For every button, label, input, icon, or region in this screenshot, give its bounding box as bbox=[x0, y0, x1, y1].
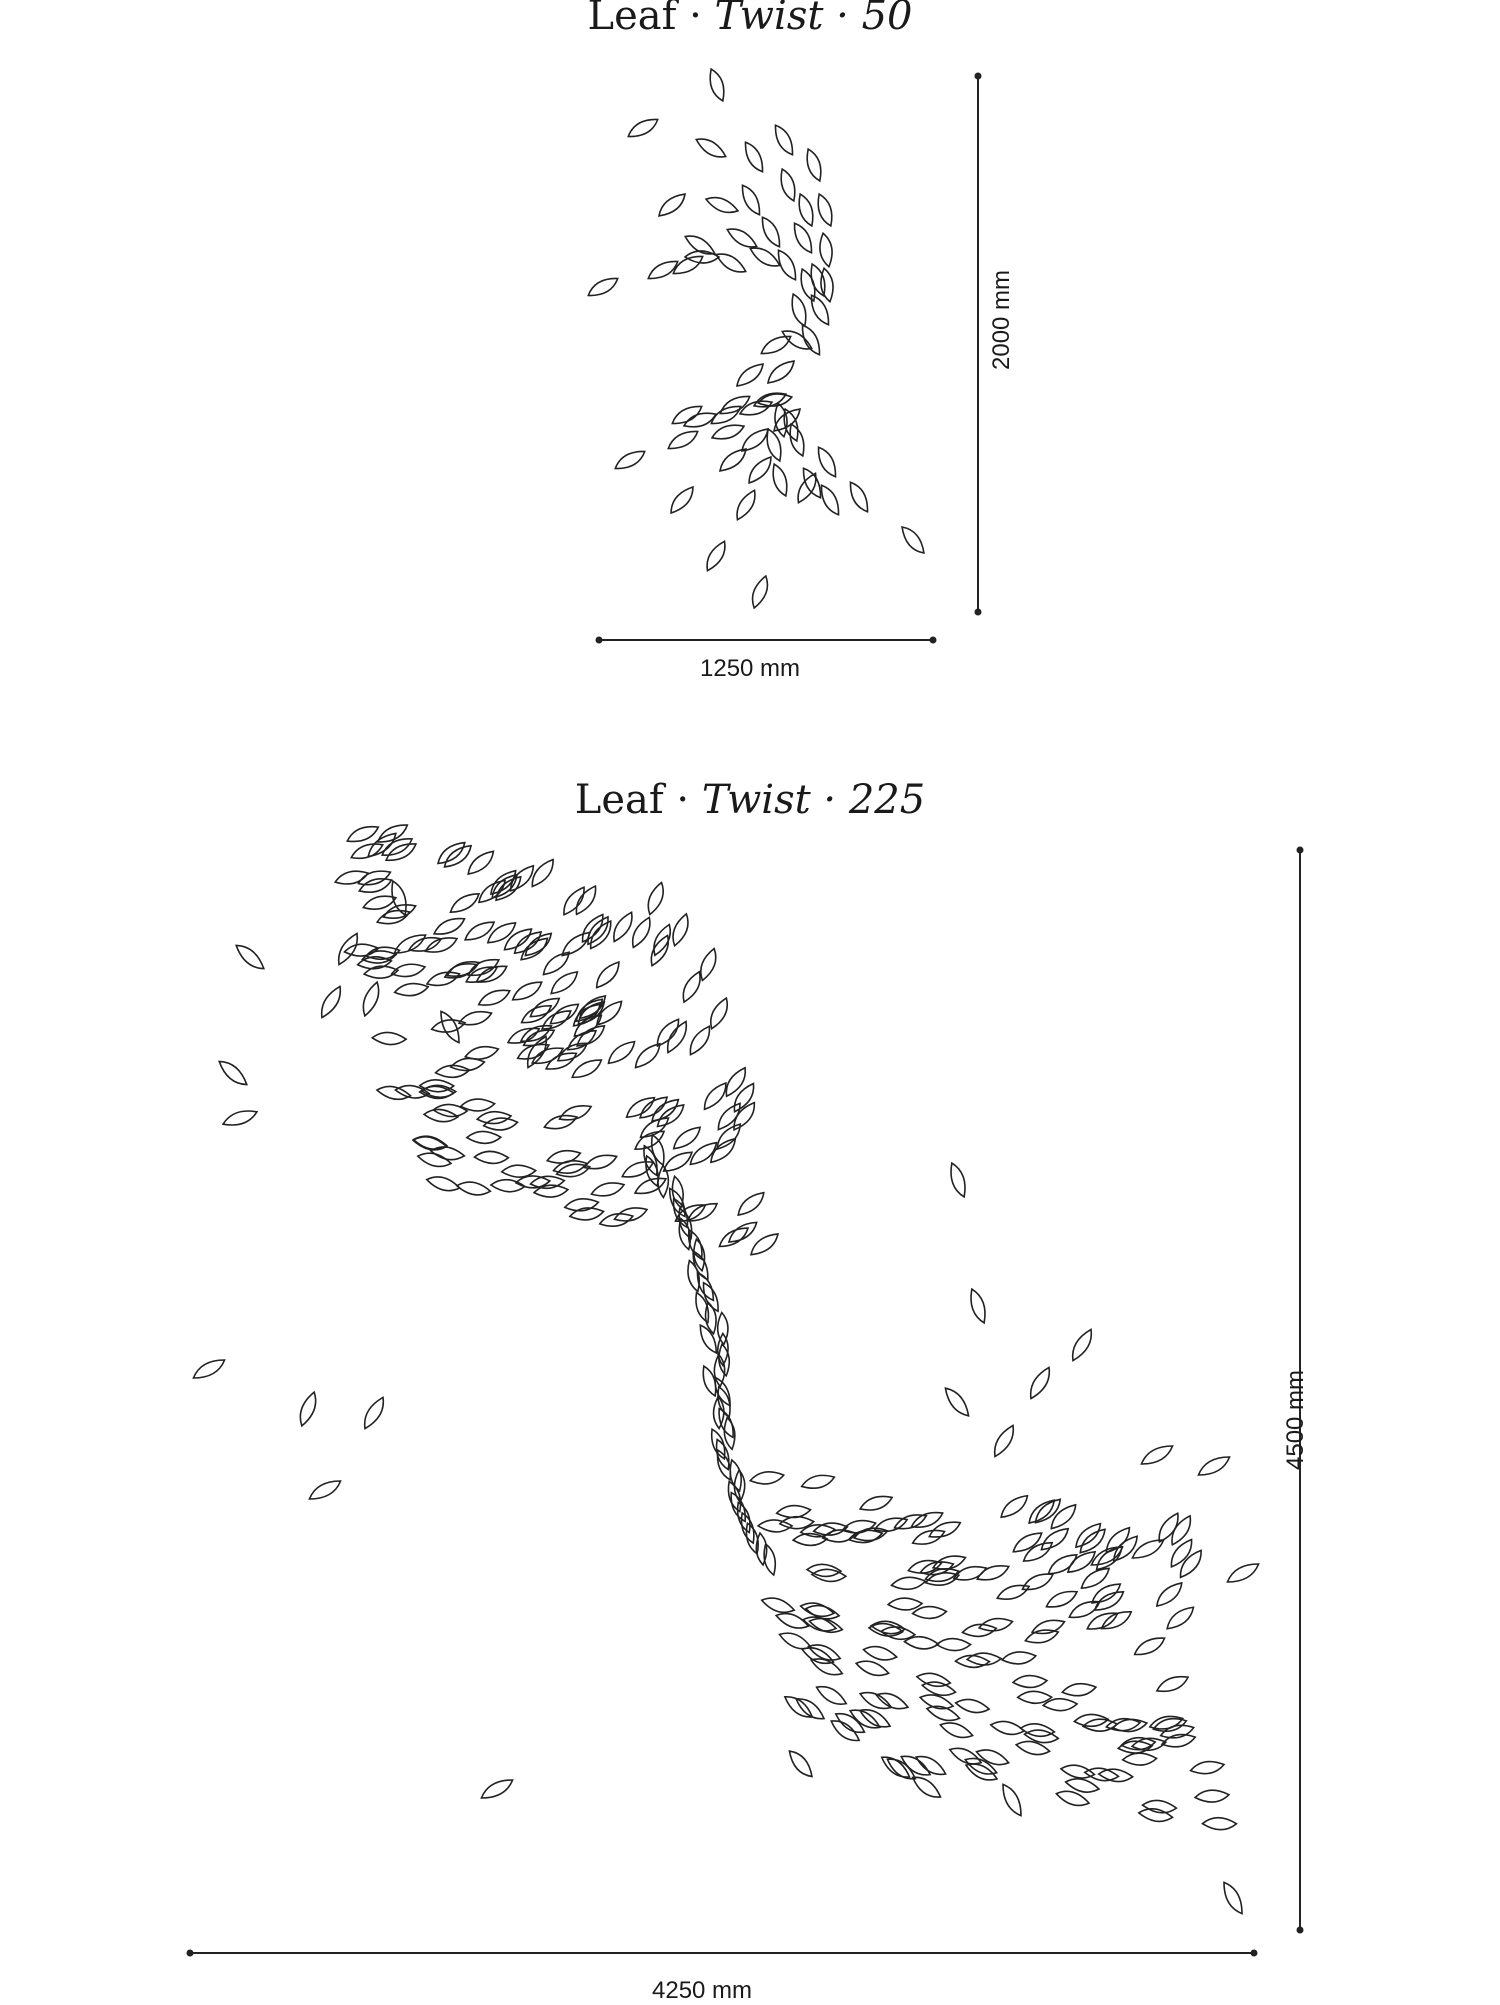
leaf-shape bbox=[644, 880, 667, 916]
leaf-shape bbox=[814, 192, 837, 228]
leaf-shape bbox=[773, 247, 800, 282]
leaf-shape bbox=[793, 1694, 828, 1723]
leaf-group-twist-50 bbox=[585, 67, 928, 610]
leaf-shape bbox=[660, 1147, 695, 1176]
height-label-225: 4500 mm bbox=[1282, 1369, 1309, 1470]
width-dimension-line-225 bbox=[187, 1950, 1258, 1957]
leaf-shape bbox=[666, 483, 697, 517]
leaf-shape bbox=[631, 1040, 664, 1072]
width-label-225: 4250 mm bbox=[652, 1977, 753, 2004]
leaf-shape bbox=[605, 1037, 639, 1068]
leaf-shape bbox=[800, 1471, 836, 1492]
leaf-shape bbox=[1153, 1579, 1186, 1611]
leaf-shape bbox=[1055, 1788, 1091, 1809]
leaf-shape bbox=[1195, 1789, 1230, 1804]
title-italic-word: Twist bbox=[714, 0, 824, 39]
title-size: · 225 bbox=[810, 777, 926, 823]
leaf-shape bbox=[803, 147, 826, 183]
leaf-shape bbox=[799, 1600, 835, 1619]
leaf-shape bbox=[737, 182, 764, 217]
width-dimension-line-50 bbox=[596, 637, 937, 644]
leaf-shape bbox=[845, 479, 872, 514]
leaf-shape bbox=[1202, 1818, 1236, 1830]
leaf-shape bbox=[655, 189, 689, 220]
leaf-shape bbox=[306, 1476, 343, 1504]
leaf-shape bbox=[841, 1517, 877, 1536]
leaf-shape bbox=[978, 1616, 1014, 1634]
leaf-shape bbox=[1031, 1495, 1064, 1527]
leaf-shape bbox=[425, 968, 461, 990]
leaf-shape bbox=[758, 331, 793, 358]
leaf-shape bbox=[372, 1032, 406, 1045]
leaf-shape bbox=[1044, 1586, 1080, 1612]
leaf-shape bbox=[758, 1520, 792, 1532]
leaf-shape bbox=[747, 1229, 781, 1259]
leaf-shape bbox=[747, 243, 782, 270]
leaf-shape bbox=[938, 1719, 974, 1741]
leaf-shape bbox=[360, 1394, 388, 1431]
leaf-shape bbox=[1155, 1672, 1191, 1697]
leaf-shape bbox=[390, 961, 426, 980]
leaf-shape bbox=[897, 523, 928, 557]
leaf-shape bbox=[613, 1204, 649, 1225]
leaf-shape bbox=[190, 1355, 227, 1383]
leaf-shape bbox=[559, 884, 589, 919]
leaf-shape bbox=[740, 139, 767, 174]
leaf-shape bbox=[692, 1291, 713, 1325]
leaf-shape bbox=[557, 1101, 593, 1125]
leaf-shape bbox=[888, 1597, 922, 1610]
leaf-shape bbox=[793, 470, 820, 505]
leaf-shape bbox=[510, 977, 545, 1005]
leaf-shape bbox=[998, 1781, 1026, 1818]
leaf-shape bbox=[1224, 1559, 1261, 1587]
leaf-shape bbox=[1176, 1547, 1206, 1581]
leaf-shape bbox=[501, 924, 535, 954]
leaf-shape bbox=[1060, 1763, 1096, 1781]
leaf-shape bbox=[779, 326, 814, 353]
leaf-shape bbox=[547, 999, 582, 1028]
leaf-shape bbox=[706, 995, 732, 1031]
leaf-shape bbox=[654, 1100, 688, 1131]
title-word: Leaf · bbox=[587, 0, 715, 39]
leaf-shape bbox=[1189, 1759, 1225, 1777]
leaf-shape bbox=[1167, 1536, 1197, 1570]
leaf-shape bbox=[891, 1575, 926, 1591]
leaf-shape bbox=[232, 941, 267, 973]
leaf-shape bbox=[1138, 1807, 1173, 1823]
title-size: · 50 bbox=[823, 0, 913, 39]
leaf-shape bbox=[761, 1543, 779, 1577]
leaf-shape bbox=[430, 1145, 465, 1162]
leaf-shape bbox=[349, 839, 385, 863]
leaf-shape bbox=[585, 273, 620, 300]
leaf-shape bbox=[941, 1384, 973, 1419]
leaf-shape bbox=[1132, 1633, 1168, 1660]
leaf-shape bbox=[215, 1057, 250, 1089]
leaf-shape bbox=[862, 1644, 898, 1663]
leaf-shape bbox=[749, 574, 772, 610]
leaf-shape bbox=[521, 929, 555, 960]
leaf-shape bbox=[1015, 1739, 1051, 1757]
leaf-shape bbox=[764, 356, 798, 387]
leaf-shape bbox=[456, 1180, 491, 1197]
leaf-shape bbox=[1001, 1650, 1036, 1666]
leaf-shape bbox=[1018, 1691, 1052, 1703]
leaf-shape bbox=[909, 1508, 945, 1533]
leaf-shape bbox=[749, 1469, 784, 1486]
leaf-shape bbox=[464, 1043, 500, 1062]
leaf-shape bbox=[625, 114, 660, 141]
title-word: Leaf · bbox=[574, 777, 702, 823]
leaf-shape bbox=[1102, 1524, 1134, 1557]
leaf-shape bbox=[1047, 1501, 1080, 1533]
leaf-shape bbox=[476, 985, 512, 1010]
leaf-shape bbox=[1045, 1550, 1080, 1579]
leaf-shape bbox=[704, 194, 740, 217]
leaf-shape bbox=[760, 1594, 796, 1615]
leaf-shape bbox=[669, 401, 704, 428]
leaf-shape bbox=[669, 912, 692, 948]
leaf-shape bbox=[543, 1111, 579, 1133]
height-label-50: 2000 mm bbox=[988, 269, 1015, 370]
leaf-shape bbox=[474, 1151, 508, 1164]
leaf-shape bbox=[478, 1775, 515, 1803]
height-dimension-line-50 bbox=[975, 73, 982, 616]
leaf-shape bbox=[467, 1131, 501, 1143]
leaf-shape bbox=[569, 1205, 604, 1222]
leaf-shape bbox=[777, 167, 800, 203]
leaf-shape bbox=[1099, 1607, 1135, 1634]
leaf-shape bbox=[924, 1565, 960, 1585]
leaf-shape bbox=[874, 1689, 910, 1713]
leaf-shape bbox=[663, 1018, 691, 1055]
leaf-shape bbox=[1195, 1452, 1232, 1480]
leaf-shape bbox=[423, 933, 459, 957]
leaf-shape bbox=[713, 249, 748, 276]
leaf-shape bbox=[813, 444, 840, 479]
leaf-shape bbox=[975, 1561, 1011, 1585]
leaf-shape bbox=[937, 1639, 971, 1651]
leaf-shape bbox=[797, 322, 824, 357]
leaf-shape bbox=[519, 1001, 555, 1028]
leaf-shape bbox=[703, 1301, 719, 1334]
leaf-shape bbox=[707, 1134, 740, 1166]
leaf-shape bbox=[394, 981, 430, 998]
leaf-shape bbox=[946, 1161, 970, 1199]
leaf-shape bbox=[732, 487, 759, 522]
leaf-shape bbox=[296, 1390, 320, 1428]
leaf-shape bbox=[927, 1517, 963, 1542]
leaf-shape bbox=[955, 1697, 991, 1715]
leaf-shape bbox=[722, 1064, 751, 1099]
leaf-shape bbox=[462, 917, 497, 945]
leaf-shape bbox=[1024, 1626, 1060, 1646]
leaf-shape bbox=[572, 883, 601, 918]
leaf-shape bbox=[612, 446, 647, 473]
leaf-shape bbox=[425, 1174, 461, 1194]
leaf-shape bbox=[359, 980, 383, 1018]
leaf-shape bbox=[376, 1084, 412, 1102]
leaf-shape bbox=[817, 232, 835, 268]
leaf-shape bbox=[814, 1682, 850, 1709]
leaf-shape bbox=[1068, 1326, 1096, 1363]
leaf-shape bbox=[769, 462, 792, 498]
leaf-shape bbox=[1030, 1616, 1066, 1638]
leaf-shape bbox=[788, 292, 811, 328]
leaf-shape bbox=[1061, 1681, 1096, 1698]
leaf-shape bbox=[527, 993, 562, 1021]
leaf-shape bbox=[777, 1629, 813, 1653]
leaf-shape bbox=[447, 889, 482, 918]
leaf-shape bbox=[686, 1023, 715, 1058]
leaf-shape bbox=[1026, 1364, 1054, 1401]
leaf-shape bbox=[1013, 1675, 1048, 1689]
leaf-shape bbox=[689, 1249, 713, 1282]
leaf-shape bbox=[317, 983, 345, 1020]
leaf-shape bbox=[1163, 1603, 1197, 1634]
leaf-shape bbox=[807, 262, 830, 298]
leaf-shape bbox=[738, 397, 774, 420]
leaf-shape bbox=[909, 1772, 944, 1801]
leaf-shape bbox=[702, 538, 729, 573]
leaf-shape bbox=[892, 1510, 928, 1533]
leaf-shape bbox=[633, 1173, 669, 1198]
leaf-shape bbox=[1085, 1608, 1121, 1634]
leaf-shape bbox=[795, 192, 818, 228]
leaf-shape bbox=[770, 122, 797, 157]
leaf-shape bbox=[592, 958, 623, 992]
leaf-shape bbox=[590, 1179, 626, 1200]
leaf-shape bbox=[1038, 1524, 1072, 1554]
leaf-shape bbox=[776, 1504, 811, 1519]
leaf-shape bbox=[431, 913, 467, 939]
leaf-shape bbox=[1129, 1535, 1166, 1563]
leaf-shape bbox=[729, 1099, 759, 1133]
leaf-shape bbox=[990, 1422, 1018, 1459]
leaf-shape bbox=[477, 1110, 512, 1125]
leaf-shape bbox=[781, 1692, 816, 1722]
leaf-group-twist-225 bbox=[190, 820, 1261, 1917]
leaf-shape bbox=[858, 1492, 894, 1515]
leaf-shape bbox=[534, 1184, 569, 1199]
leaf-shape bbox=[693, 134, 728, 161]
width-label-50: 1250 mm bbox=[700, 655, 801, 682]
leaf-shape bbox=[1122, 1752, 1156, 1765]
leaf-shape bbox=[997, 1491, 1031, 1522]
leaf-shape bbox=[744, 453, 775, 487]
leaf-shape bbox=[806, 292, 833, 327]
leaf-shape bbox=[424, 1108, 459, 1122]
leaf-shape bbox=[757, 214, 784, 249]
leaf-shape bbox=[966, 1287, 990, 1325]
leaf-shape bbox=[734, 1188, 767, 1219]
leaf-shape bbox=[1072, 1519, 1105, 1551]
leaf-shape bbox=[221, 1106, 259, 1130]
leaf-shape bbox=[1142, 1799, 1177, 1814]
leaf-shape bbox=[1219, 1879, 1247, 1916]
leaf-shape bbox=[763, 427, 786, 463]
leaf-shape bbox=[564, 1196, 599, 1213]
leaf-shape bbox=[716, 444, 750, 475]
leaf-shape bbox=[483, 1116, 518, 1131]
leaf-shape bbox=[682, 409, 718, 432]
leaf-shape bbox=[733, 359, 767, 390]
leaf-shape bbox=[1138, 1441, 1175, 1469]
leaf-shape bbox=[569, 1055, 604, 1083]
leaf-shape bbox=[593, 997, 626, 1029]
leaf-shape bbox=[800, 1523, 835, 1538]
leaf-shape bbox=[665, 426, 700, 453]
leaf-shape bbox=[785, 1747, 817, 1780]
title-italic-word: Twist bbox=[701, 777, 811, 823]
leaf-shape bbox=[1089, 1579, 1124, 1608]
leaf-shape bbox=[1161, 1731, 1197, 1750]
leaf-shape bbox=[706, 67, 729, 103]
